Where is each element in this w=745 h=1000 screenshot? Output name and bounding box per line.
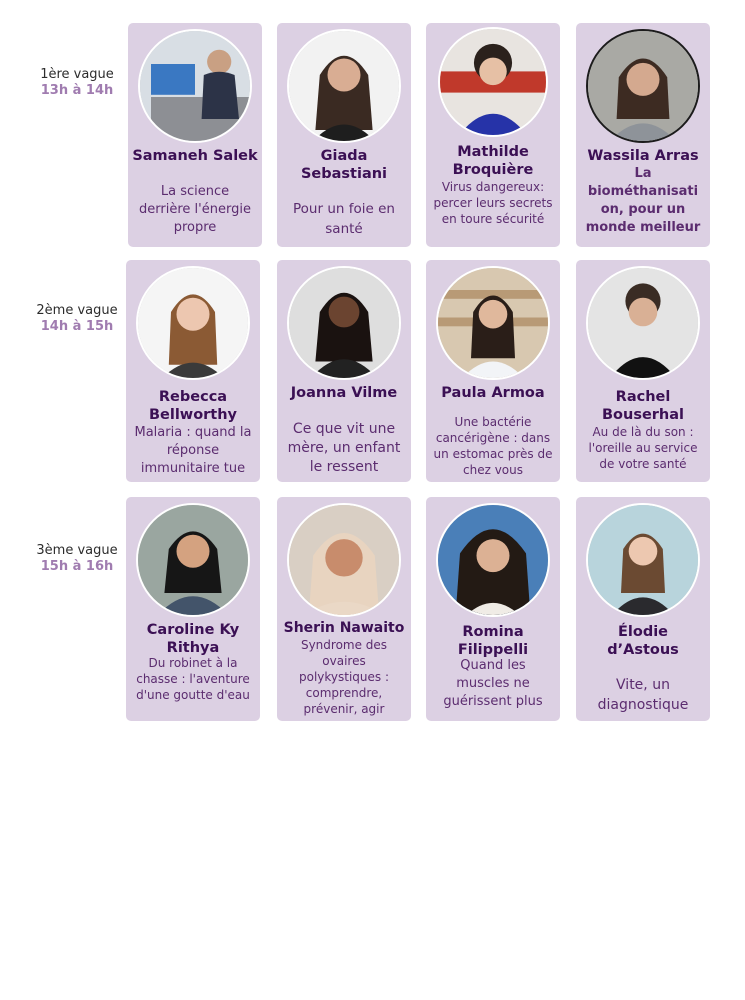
speaker-photo xyxy=(438,27,548,137)
speaker-photo-image xyxy=(588,505,698,615)
talk-title: Une bactérie cancérigène : dans un estomac près de chez vous xyxy=(433,415,553,477)
wave-name: 1ère vague xyxy=(40,67,114,82)
talk-title: Au de là du son : l'oreille au service de votre santé xyxy=(588,425,698,471)
speaker-card-sherin-nawaito xyxy=(277,497,411,721)
talk-title: Quand les muscles ne guérissent plus xyxy=(443,658,543,709)
speaker-photo xyxy=(436,266,550,380)
speaker-name: Giada Sebastiani xyxy=(300,148,388,182)
speaker-photo-image xyxy=(440,29,546,135)
speaker-card-giada-sebastiani xyxy=(277,23,411,247)
talk-title: La science derrière l'énergie propre xyxy=(139,184,251,235)
speaker-card-romina-filippelli xyxy=(426,497,560,721)
speaker-name: Caroline Ky Rithya xyxy=(146,622,240,656)
talk-title: Vite, un diagnostique xyxy=(597,677,689,713)
speaker-card-wassila-arras xyxy=(576,23,710,247)
speaker-card-caroline-ky-rithya xyxy=(126,497,260,721)
speaker-photo xyxy=(586,266,700,380)
speaker-photo-image xyxy=(289,31,399,141)
speaker-name: Mathilde Broquière xyxy=(452,144,534,178)
speaker-card-elodie-dastous xyxy=(576,497,710,721)
speaker-card-joanna-vilme xyxy=(277,260,411,482)
speaker-photo-image xyxy=(138,505,248,615)
speaker-card-paula-armoa xyxy=(426,260,560,482)
speaker-name: Élodie d’Astous xyxy=(607,624,679,658)
talk-title: Malaria : quand la réponse immunitaire tue xyxy=(134,425,252,476)
speaker-name: Paula Armoa xyxy=(441,385,545,401)
speaker-photo-image xyxy=(289,268,399,378)
speaker-name: Joanna Vilme xyxy=(290,385,398,401)
speaker-photo-image xyxy=(438,505,548,615)
speaker-photo-image xyxy=(588,268,698,378)
speaker-photo xyxy=(436,503,550,617)
speaker-photo xyxy=(586,503,700,617)
speaker-photo-image xyxy=(588,31,698,141)
wave-label-3 xyxy=(22,543,132,575)
talk-title: Ce que vit une mère, un enfant le ressent xyxy=(287,421,401,475)
talk-title: Virus dangereux: percer leurs secrets en toure sécurité xyxy=(433,180,553,226)
speaker-photo xyxy=(586,29,700,143)
speaker-name: Sherin Nawaito xyxy=(283,620,405,636)
talk-title: Du robinet à la chasse : l'aventure d'une goutte d'eau xyxy=(136,656,250,702)
wave-time: 15h à 16h xyxy=(40,559,114,574)
speaker-card-rebecca-bellworthy xyxy=(126,260,260,482)
talk-title: Pour un foie en santé xyxy=(293,201,395,237)
speaker-card-rachel-bouserhal xyxy=(576,260,710,482)
speaker-photo xyxy=(136,266,250,380)
speaker-photo-image xyxy=(289,505,399,615)
wave-name: 3ème vague xyxy=(36,543,118,558)
speaker-photo-image xyxy=(140,31,250,141)
wave-time: 14h à 15h xyxy=(40,319,114,334)
wave-label-2 xyxy=(22,303,132,335)
talk-title: Syndrome des ovaires polykystiques : comprendre, prévenir, agir xyxy=(298,638,390,716)
speaker-photo-image xyxy=(138,268,248,378)
speaker-card-samaneh-salek xyxy=(128,23,262,247)
wave-name: 2ème vague xyxy=(36,303,118,318)
speaker-name: Rachel Bouserhal xyxy=(601,389,685,423)
speaker-name: Rebecca Bellworthy xyxy=(148,389,238,423)
speaker-photo xyxy=(287,266,401,380)
speaker-photo xyxy=(287,503,401,617)
speaker-photo xyxy=(136,503,250,617)
speaker-name: Samaneh Salek xyxy=(132,148,258,164)
speaker-photo xyxy=(287,29,401,143)
wave-label-1 xyxy=(22,67,132,99)
speaker-card-mathilde-broquiere xyxy=(426,23,560,247)
speaker-name: Wassila Arras xyxy=(587,148,699,164)
wave-time: 13h à 14h xyxy=(40,83,114,98)
talk-title: La biométhanisati on, pour un monde meilleur xyxy=(585,166,701,235)
speaker-name: Romina Filippelli xyxy=(457,624,529,658)
speaker-photo-image xyxy=(438,268,548,378)
speaker-photo xyxy=(138,29,252,143)
